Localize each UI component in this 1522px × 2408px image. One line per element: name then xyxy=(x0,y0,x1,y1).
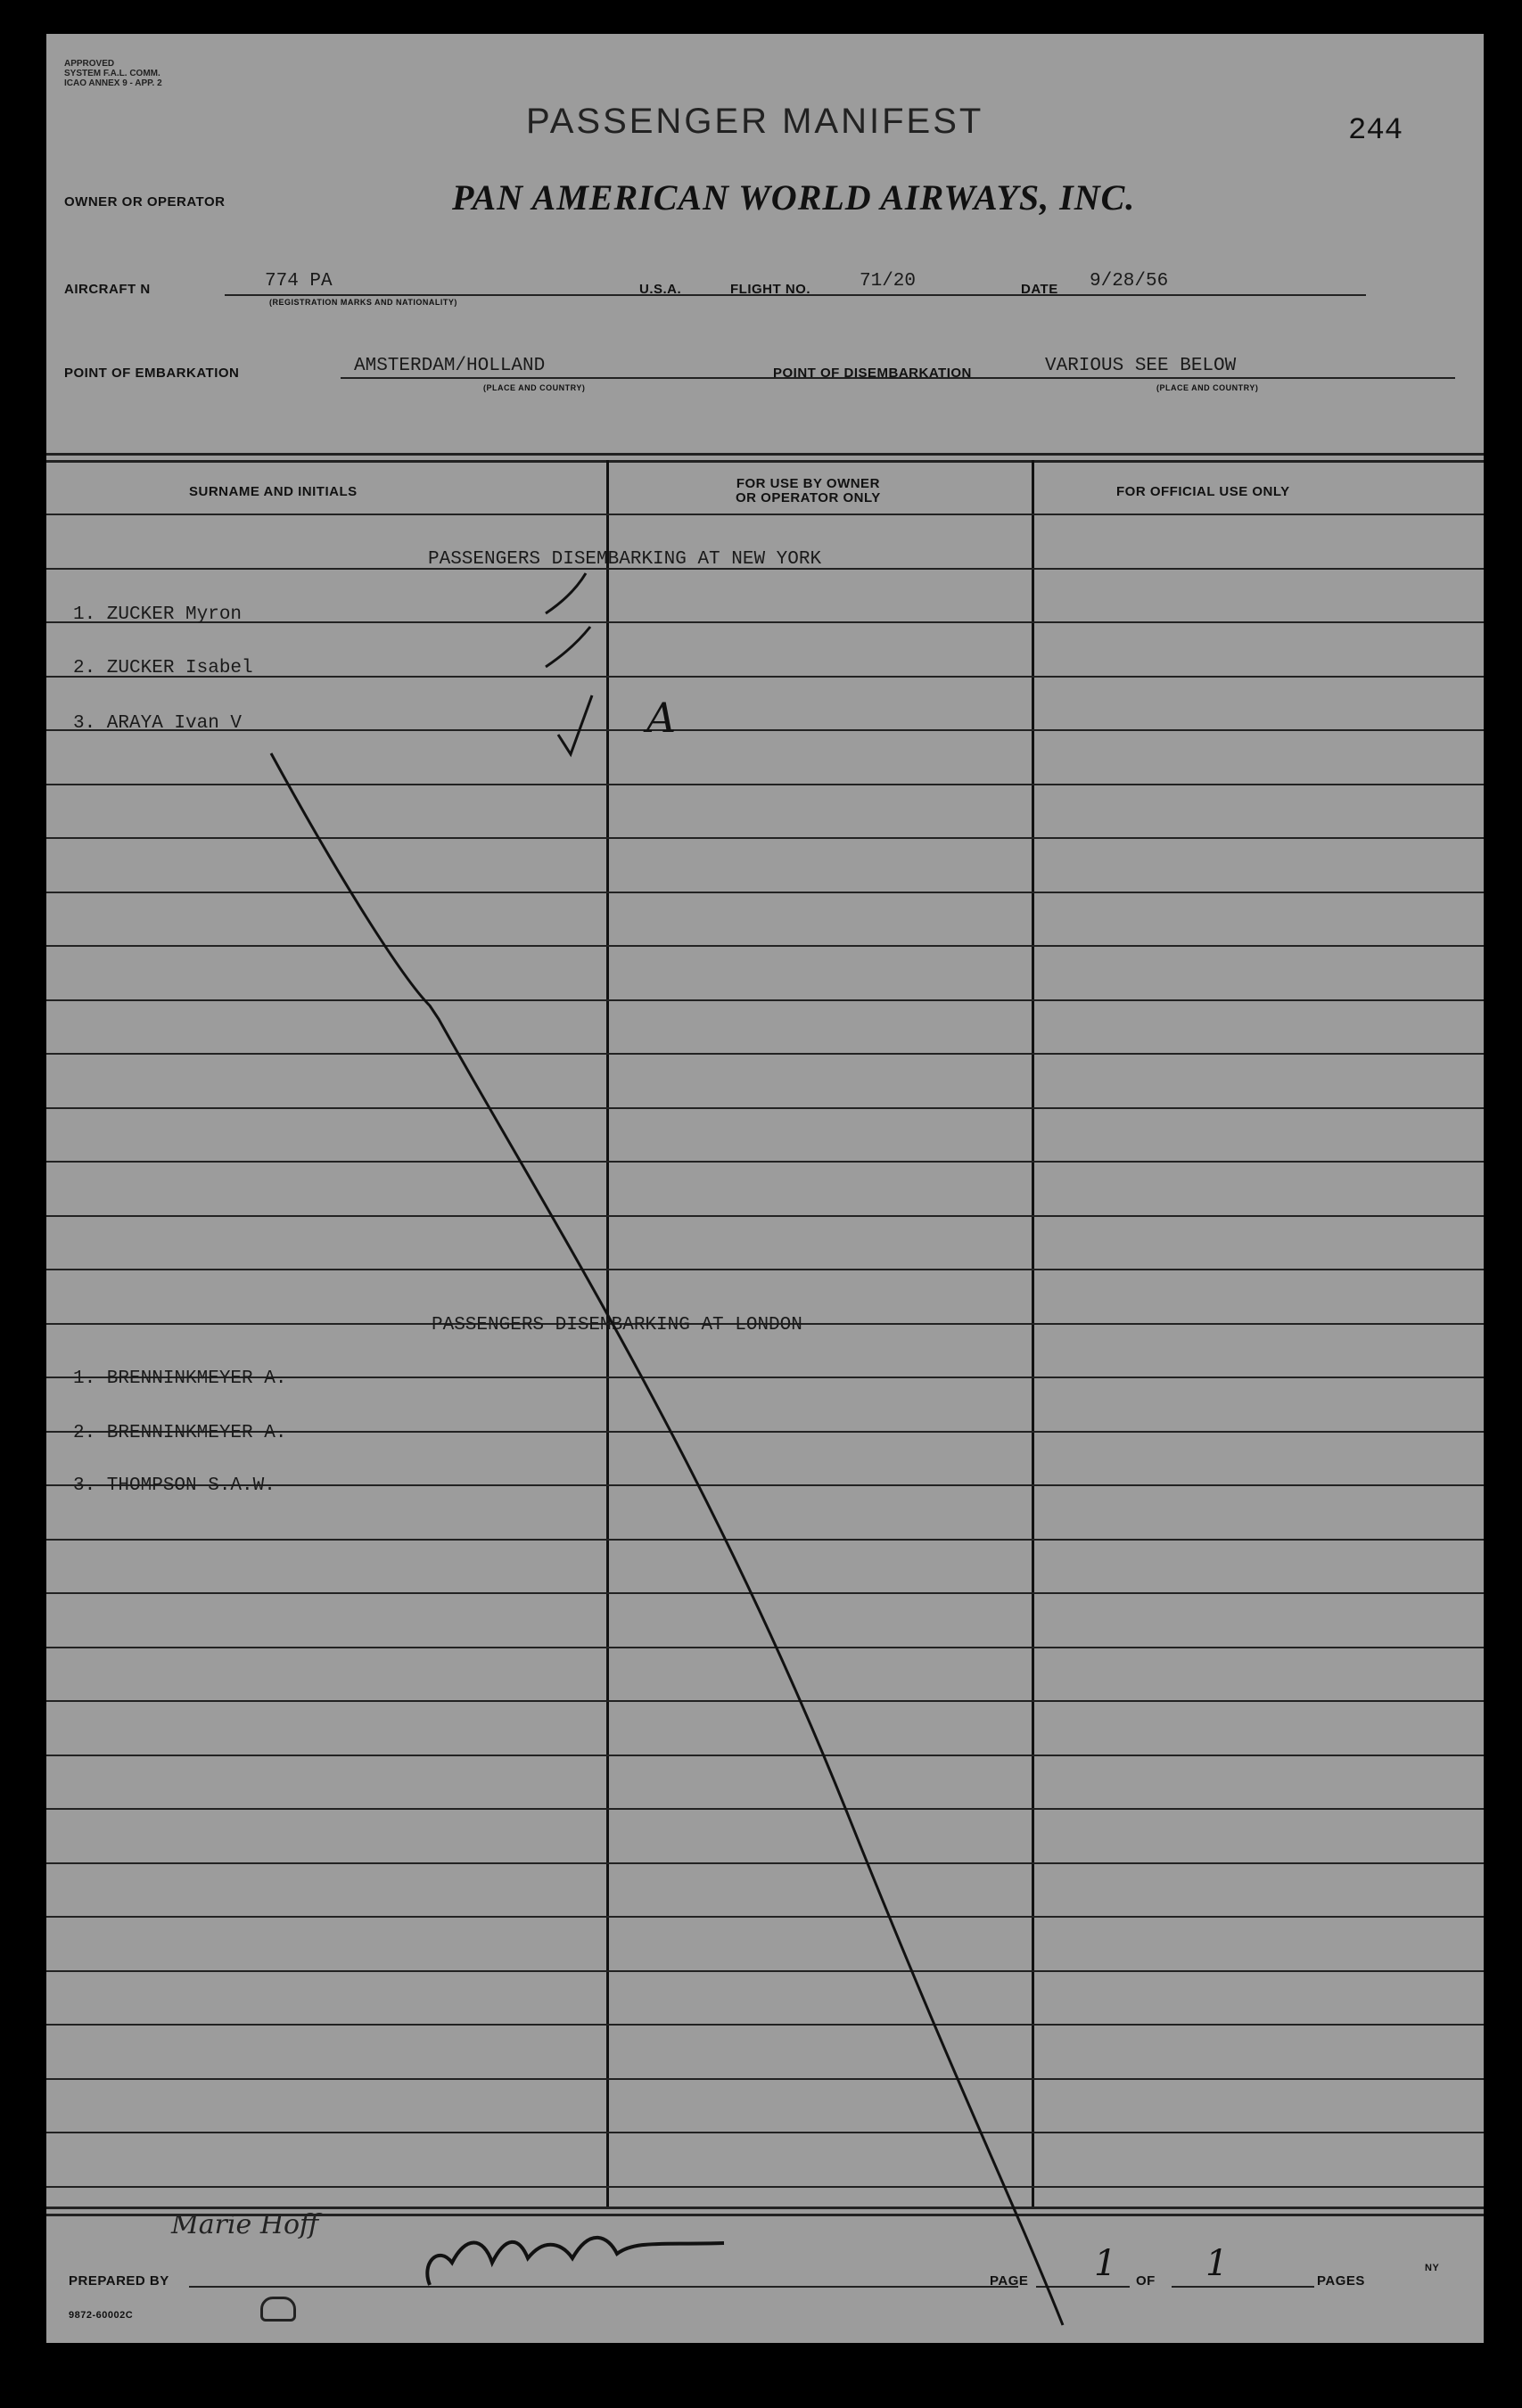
date-label: DATE xyxy=(1021,282,1058,297)
embarkation-value: AMSTERDAM/HOLLAND xyxy=(354,356,546,376)
handwritten-name: Marie Hoff xyxy=(171,2209,319,2240)
disembarkation-value: VARIOUS SEE BELOW xyxy=(1045,356,1237,376)
section-london: PASSENGERS DISEMBARKING AT LONDON xyxy=(432,1315,802,1335)
aircraft-label: AIRCRAFT N xyxy=(64,282,151,297)
date-value: 9/28/56 xyxy=(1090,271,1169,292)
ny-passenger-1: 1. ZUCKER Myron xyxy=(73,604,243,625)
usa-label: U.S.A. xyxy=(639,282,682,297)
form-title: PASSENGER MANIFEST xyxy=(526,102,984,141)
col-owner-line-2: OR OPERATOR ONLY xyxy=(736,490,881,505)
page-label: PAGE xyxy=(990,2273,1029,2289)
london-passenger-1: 1. BRENNINKMEYER A. xyxy=(73,1368,287,1389)
place-note-2: (PLACE AND COUNTRY) xyxy=(1156,383,1259,392)
col-official: FOR OFFICIAL USE ONLY xyxy=(1116,484,1290,499)
page-number: 244 xyxy=(1348,114,1403,148)
col-owner-line-1: FOR USE BY OWNER xyxy=(736,476,880,491)
page-value: 1 xyxy=(1094,2243,1117,2284)
check-mark-2 xyxy=(546,627,590,667)
check-mark-1 xyxy=(546,573,586,613)
section-new-york: PASSENGERS DISEMBARKING AT NEW YORK xyxy=(428,549,822,570)
manifest-form xyxy=(46,34,1484,2343)
signature-icon xyxy=(427,2238,724,2285)
stamp-line-2: SYSTEM F.A.L. COMM. xyxy=(64,69,160,78)
flight-value: 71/20 xyxy=(860,271,917,292)
col-surname: SURNAME AND INITIALS xyxy=(189,484,358,499)
aircraft-value: 774 PA xyxy=(265,271,333,292)
airline-name: PAN AMERICAN WORLD AIRWAYS, INC. xyxy=(452,177,1136,218)
diagonal-strike-line xyxy=(271,753,1063,2325)
of-value: 1 xyxy=(1205,2243,1229,2284)
ny-passenger-2: 2. ZUCKER Isabel xyxy=(73,658,253,678)
corner-mark: NY xyxy=(1425,2263,1440,2273)
ny-passenger-3: 3. ARAYA Ivan V xyxy=(73,713,243,734)
disembarkation-label: POINT OF DISEMBARKATION xyxy=(773,366,972,381)
london-passenger-3: 3. THOMPSON S.A.W. xyxy=(73,1475,276,1496)
place-note-1: (PLACE AND COUNTRY) xyxy=(483,383,586,392)
pages-label: PAGES xyxy=(1317,2273,1365,2289)
owner-label: OWNER OR OPERATOR xyxy=(64,194,226,210)
of-label: OF xyxy=(1136,2273,1156,2289)
check-mark-3 xyxy=(558,695,592,754)
prepared-label: PREPARED BY xyxy=(69,2273,169,2289)
pen-marks xyxy=(46,34,1484,2343)
stamp-line-3: ICAO ANNEX 9 - APP. 2 xyxy=(64,78,162,88)
stamp-line-1: APPROVED xyxy=(64,59,115,69)
flight-label: FLIGHT NO. xyxy=(730,282,810,297)
form-code: 9872-60002C xyxy=(69,2310,134,2321)
registration-note: (REGISTRATION MARKS AND NATIONALITY) xyxy=(269,298,457,307)
ny-mark: A xyxy=(646,694,677,742)
embarkation-label: POINT OF EMBARKATION xyxy=(64,366,240,381)
london-passenger-2: 2. BRENNINKMEYER A. xyxy=(73,1423,287,1443)
